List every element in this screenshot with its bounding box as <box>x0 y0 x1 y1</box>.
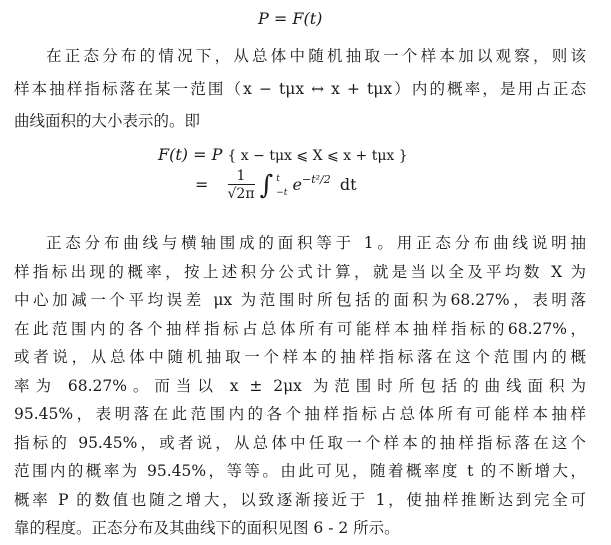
paragraph2-line3: 中心加减一个平均误差 μx 为范围时所包括的面积为68.27%，表明落 <box>14 291 586 309</box>
paragraph2-line11: 靠的程度。正态分布及其曲线下的面积见图 6 - 2 所示。 <box>14 519 400 537</box>
paragraph2-line1: 正态分布曲线与横轴围成的面积等于 1。用正态分布曲线说明抽 <box>46 234 586 252</box>
paragraph2-line8: 指标的 95.45%，或者说，从总体中任取一个样本的抽样指标落在这个 <box>14 433 586 452</box>
integrand-dt: dt <box>339 175 357 194</box>
paragraph1-line3: 曲线面积的大小表示的。即 <box>14 112 201 130</box>
fraction-numerator: 1 <box>228 168 255 185</box>
integrand-base: e <box>292 175 302 194</box>
equation-f-body: { x − tμx ⩽ X ⩽ x + tμx } <box>227 148 408 164</box>
equation-f-lhs: F(t) = P <box>158 145 223 164</box>
equation-p-equals-f: P = F(t) <box>258 9 323 28</box>
paragraph1-line2: 样本抽样指标落在某一范围（x − tμx ↔ x + tμx）内的概率，是用占正态 <box>14 80 586 98</box>
paragraph2-line2: 样指标出现的概率，按上述积分公式计算，就是当以全及平均数 X 为 <box>14 262 586 281</box>
paragraph2-line5: 或者说，从总体中随机抽取一个样本的抽样指标落在这个范围内的概 <box>14 348 586 366</box>
paragraph2-line7: 95.45%，表明落在此范围内的各个抽样指标占总体所有可能样本抽样 <box>14 405 586 423</box>
equation-integral <box>195 168 357 203</box>
integral-upper-limit: t <box>276 173 280 184</box>
paragraph2-line6: 率为 68.27%。而当以 x ± 2μx 为范围时所包括的曲线面积为 <box>14 376 586 395</box>
integral-sign: ∫ <box>259 170 274 201</box>
equation-fraction <box>228 168 255 203</box>
paragraph2-line9: 范围内的概率为 95.45%，等等。由此可见，随着概率度 t 的不断增大， <box>14 462 586 480</box>
integral-limits <box>276 172 287 200</box>
integral-lower-limit: −t <box>276 187 288 198</box>
paragraph2-line10: 概率 P 的数值也随之增大，以致逐渐接近于 1，使抽样推断达到完全可 <box>14 490 586 509</box>
fraction-denominator: √2π <box>227 186 255 202</box>
integrand-exponent: −t²/2 <box>302 173 331 186</box>
equation-f-definition <box>158 145 408 164</box>
paragraph2-line4: 在此范围内的各个抽样指标占总体所有可能样本抽样指标的68.27%， <box>14 319 586 338</box>
equation-equals-sign: = <box>195 175 209 194</box>
paragraph1-line1: 在正态分布的情况下，从总体中随机抽取一个样本加以观察，则该 <box>46 47 586 65</box>
